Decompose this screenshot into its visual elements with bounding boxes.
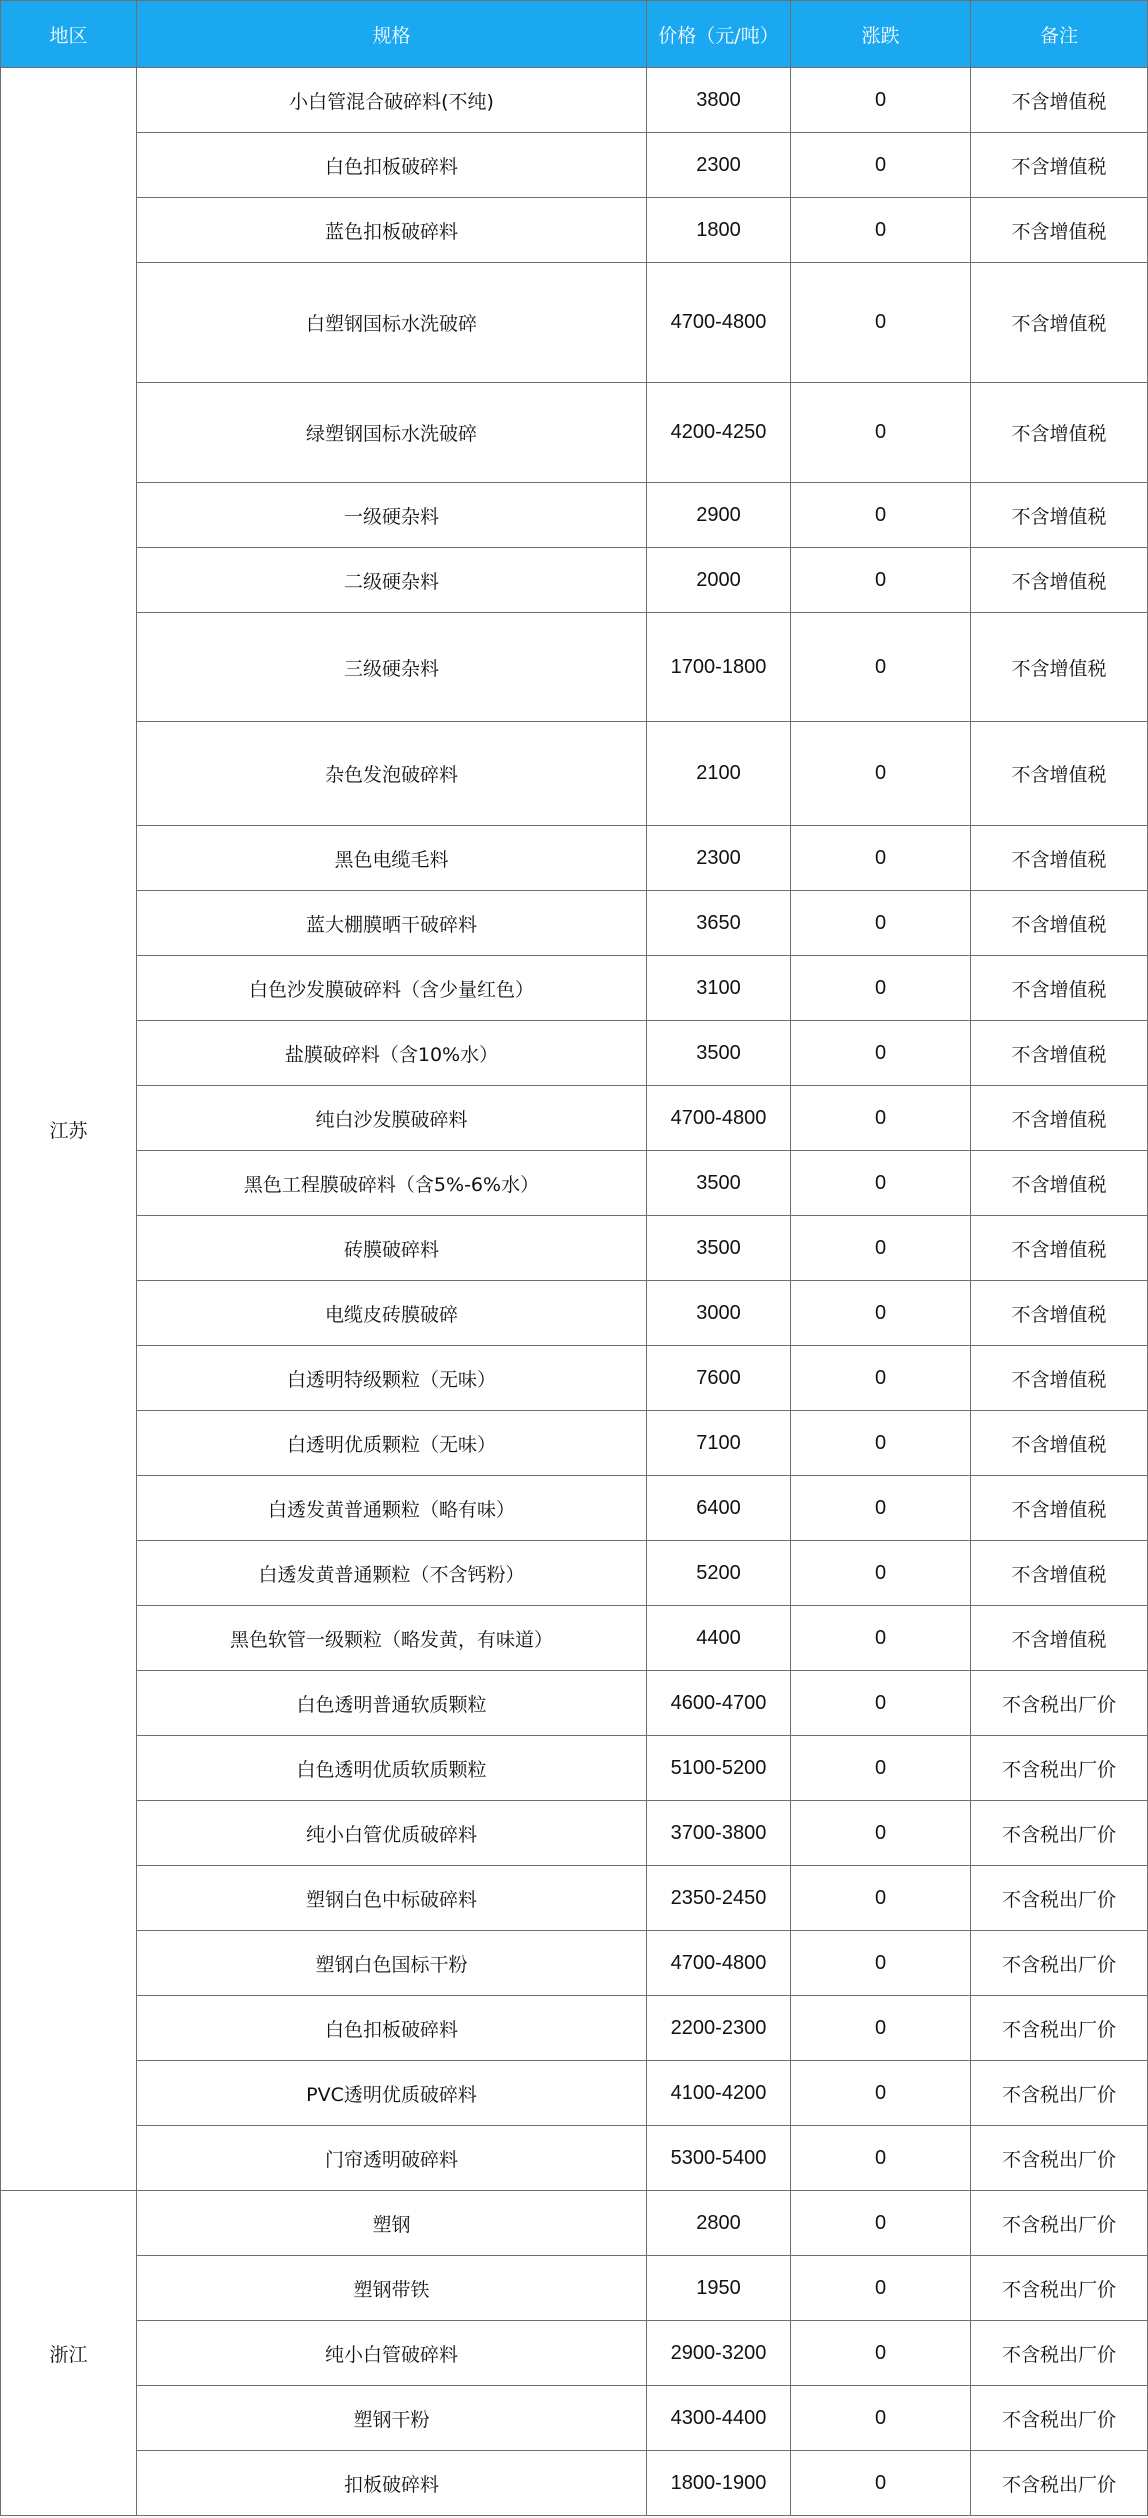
price-cell: 5300-5400	[647, 2126, 791, 2191]
table-row	[1, 1996, 1148, 2061]
table-body	[1, 68, 1148, 2516]
table-row	[1, 2256, 1148, 2321]
table-row	[1, 2061, 1148, 2126]
change-cell: 0	[791, 133, 971, 198]
change-cell: 0	[791, 1736, 971, 1801]
price-cell: 7600	[647, 1346, 791, 1411]
price-cell: 4400	[647, 1606, 791, 1671]
table-row	[1, 1801, 1148, 1866]
spec-cell: 塑钢干粉	[137, 2386, 647, 2451]
change-cell: 0	[791, 2451, 971, 2516]
note-cell: 不含税出厂价	[971, 2386, 1148, 2451]
table-row	[1, 2451, 1148, 2516]
change-cell: 0	[791, 1931, 971, 1996]
note-cell: 不含税出厂价	[971, 1866, 1148, 1931]
note-cell: 不含税出厂价	[971, 2321, 1148, 2386]
spec-cell: 塑钢白色国标干粉	[137, 1931, 647, 1996]
header-spec: 规格	[137, 1, 647, 68]
table-row	[1, 1216, 1148, 1281]
change-cell: 0	[791, 2321, 971, 2386]
spec-cell: 砖膜破碎料	[137, 1216, 647, 1281]
table-row	[1, 198, 1148, 263]
region-cell: 浙江	[1, 2191, 137, 2516]
price-cell: 7100	[647, 1411, 791, 1476]
price-cell: 2900	[647, 483, 791, 548]
table-row	[1, 2191, 1148, 2256]
change-cell: 0	[791, 1281, 971, 1346]
table-row	[1, 1086, 1148, 1151]
price-cell: 2800	[647, 2191, 791, 2256]
change-cell: 0	[791, 1996, 971, 2061]
spec-cell: 白色透明普通软质颗粒	[137, 1671, 647, 1736]
spec-cell: 扣板破碎料	[137, 2451, 647, 2516]
table-row	[1, 1541, 1148, 1606]
spec-cell: 纯白沙发膜破碎料	[137, 1086, 647, 1151]
change-cell: 0	[791, 263, 971, 383]
note-cell: 不含增值税	[971, 1346, 1148, 1411]
price-cell: 1800-1900	[647, 2451, 791, 2516]
note-cell: 不含税出厂价	[971, 2061, 1148, 2126]
note-cell: 不含增值税	[971, 1606, 1148, 1671]
price-cell: 1950	[647, 2256, 791, 2321]
change-cell: 0	[791, 891, 971, 956]
header-row	[1, 1, 1148, 68]
price-cell: 3100	[647, 956, 791, 1021]
spec-cell: 二级硬杂料	[137, 548, 647, 613]
price-cell: 6400	[647, 1476, 791, 1541]
table-row	[1, 613, 1148, 722]
change-cell: 0	[791, 383, 971, 483]
table-row	[1, 2386, 1148, 2451]
price-cell: 4700-4800	[647, 263, 791, 383]
price-cell: 2000	[647, 548, 791, 613]
note-cell: 不含税出厂价	[971, 2126, 1148, 2191]
price-cell: 2200-2300	[647, 1996, 791, 2061]
spec-cell: 绿塑钢国标水洗破碎	[137, 383, 647, 483]
note-cell: 不含增值税	[971, 1281, 1148, 1346]
change-cell: 0	[791, 1671, 971, 1736]
spec-cell: 白塑钢国标水洗破碎	[137, 263, 647, 383]
note-cell: 不含增值税	[971, 198, 1148, 263]
table-row	[1, 1866, 1148, 1931]
price-cell: 4200-4250	[647, 383, 791, 483]
table-row	[1, 1021, 1148, 1086]
spec-cell: 塑钢带铁	[137, 2256, 647, 2321]
spec-cell: 白透发黄普通颗粒（略有味）	[137, 1476, 647, 1541]
spec-cell: 白透明特级颗粒（无味）	[137, 1346, 647, 1411]
table-row	[1, 722, 1148, 826]
note-cell: 不含增值税	[971, 1476, 1148, 1541]
spec-cell: 纯小白管优质破碎料	[137, 1801, 647, 1866]
price-cell: 3650	[647, 891, 791, 956]
spec-cell: 白色扣板破碎料	[137, 133, 647, 198]
change-cell: 0	[791, 956, 971, 1021]
change-cell: 0	[791, 1411, 971, 1476]
change-cell: 0	[791, 1346, 971, 1411]
spec-cell: PVC透明优质破碎料	[137, 2061, 647, 2126]
change-cell: 0	[791, 1866, 971, 1931]
header-note: 备注	[971, 1, 1148, 68]
spec-cell: 黑色软管一级颗粒（略发黄，有味道）	[137, 1606, 647, 1671]
change-cell: 0	[791, 68, 971, 133]
note-cell: 不含增值税	[971, 956, 1148, 1021]
spec-cell: 杂色发泡破碎料	[137, 722, 647, 826]
spec-cell: 三级硬杂料	[137, 613, 647, 722]
spec-cell: 电缆皮砖膜破碎	[137, 1281, 647, 1346]
table-row	[1, 1411, 1148, 1476]
spec-cell: 白透发黄普通颗粒（不含钙粉）	[137, 1541, 647, 1606]
table-row	[1, 1736, 1148, 1801]
note-cell: 不含增值税	[971, 68, 1148, 133]
price-cell: 2900-3200	[647, 2321, 791, 2386]
note-cell: 不含增值税	[971, 613, 1148, 722]
change-cell: 0	[791, 1086, 971, 1151]
note-cell: 不含增值税	[971, 1541, 1148, 1606]
change-cell: 0	[791, 1606, 971, 1671]
region-cell: 江苏	[1, 68, 137, 2191]
change-cell: 0	[791, 1801, 971, 1866]
change-cell: 0	[791, 2191, 971, 2256]
change-cell: 0	[791, 1216, 971, 1281]
spec-cell: 白色扣板破碎料	[137, 1996, 647, 2061]
change-cell: 0	[791, 483, 971, 548]
table-row	[1, 1281, 1148, 1346]
table-row	[1, 383, 1148, 483]
note-cell: 不含税出厂价	[971, 1671, 1148, 1736]
price-cell: 4700-4800	[647, 1931, 791, 1996]
change-cell: 0	[791, 2256, 971, 2321]
note-cell: 不含增值税	[971, 383, 1148, 483]
table-row	[1, 2321, 1148, 2386]
price-cell: 4100-4200	[647, 2061, 791, 2126]
table-row	[1, 263, 1148, 383]
price-cell: 3800	[647, 68, 791, 133]
note-cell: 不含增值税	[971, 826, 1148, 891]
header-change: 涨跌	[791, 1, 971, 68]
spec-cell: 白透明优质颗粒（无味）	[137, 1411, 647, 1476]
price-cell: 3500	[647, 1021, 791, 1086]
price-cell: 4300-4400	[647, 2386, 791, 2451]
table-row	[1, 891, 1148, 956]
table-row	[1, 826, 1148, 891]
spec-cell: 一级硬杂料	[137, 483, 647, 548]
table-row	[1, 1346, 1148, 1411]
change-cell: 0	[791, 2126, 971, 2191]
note-cell: 不含增值税	[971, 722, 1148, 826]
spec-cell: 塑钢白色中标破碎料	[137, 1866, 647, 1931]
table-header	[1, 1, 1148, 68]
price-cell: 3000	[647, 1281, 791, 1346]
note-cell: 不含税出厂价	[971, 1736, 1148, 1801]
note-cell: 不含增值税	[971, 263, 1148, 383]
spec-cell: 蓝色扣板破碎料	[137, 198, 647, 263]
table-row	[1, 1606, 1148, 1671]
note-cell: 不含税出厂价	[971, 2451, 1148, 2516]
change-cell: 0	[791, 1021, 971, 1086]
change-cell: 0	[791, 722, 971, 826]
change-cell: 0	[791, 2386, 971, 2451]
note-cell: 不含增值税	[971, 891, 1148, 956]
note-cell: 不含增值税	[971, 1021, 1148, 1086]
change-cell: 0	[791, 613, 971, 722]
price-cell: 2350-2450	[647, 1866, 791, 1931]
change-cell: 0	[791, 2061, 971, 2126]
note-cell: 不含增值税	[971, 1216, 1148, 1281]
note-cell: 不含增值税	[971, 1151, 1148, 1216]
note-cell: 不含税出厂价	[971, 1931, 1148, 1996]
table-row	[1, 2126, 1148, 2191]
note-cell: 不含税出厂价	[971, 1996, 1148, 2061]
spec-cell: 盐膜破碎料（含10%水）	[137, 1021, 647, 1086]
price-cell: 2300	[647, 826, 791, 891]
spec-cell: 门帘透明破碎料	[137, 2126, 647, 2191]
table-row	[1, 133, 1148, 198]
price-cell: 3500	[647, 1151, 791, 1216]
spec-cell: 白色透明优质软质颗粒	[137, 1736, 647, 1801]
price-cell: 4600-4700	[647, 1671, 791, 1736]
spec-cell: 黑色电缆毛料	[137, 826, 647, 891]
spec-cell: 蓝大棚膜晒干破碎料	[137, 891, 647, 956]
header-price: 价格（元/吨）	[647, 1, 791, 68]
table-row	[1, 1671, 1148, 1736]
price-cell: 2300	[647, 133, 791, 198]
table-row	[1, 956, 1148, 1021]
spec-cell: 纯小白管破碎料	[137, 2321, 647, 2386]
price-cell: 5200	[647, 1541, 791, 1606]
table-row	[1, 1151, 1148, 1216]
note-cell: 不含增值税	[971, 133, 1148, 198]
price-cell: 4700-4800	[647, 1086, 791, 1151]
spec-cell: 塑钢	[137, 2191, 647, 2256]
spec-cell: 黑色工程膜破碎料（含5%-6%水）	[137, 1151, 647, 1216]
note-cell: 不含增值税	[971, 548, 1148, 613]
price-cell: 5100-5200	[647, 1736, 791, 1801]
change-cell: 0	[791, 1541, 971, 1606]
spec-cell: 白色沙发膜破碎料（含少量红色）	[137, 956, 647, 1021]
price-cell: 3700-3800	[647, 1801, 791, 1866]
price-cell: 1800	[647, 198, 791, 263]
change-cell: 0	[791, 826, 971, 891]
change-cell: 0	[791, 1151, 971, 1216]
note-cell: 不含税出厂价	[971, 1801, 1148, 1866]
note-cell: 不含税出厂价	[971, 2256, 1148, 2321]
price-cell: 2100	[647, 722, 791, 826]
header-region: 地区	[1, 1, 137, 68]
note-cell: 不含税出厂价	[971, 2191, 1148, 2256]
change-cell: 0	[791, 198, 971, 263]
table-row	[1, 483, 1148, 548]
note-cell: 不含增值税	[971, 483, 1148, 548]
table-row	[1, 68, 1148, 133]
price-cell: 3500	[647, 1216, 791, 1281]
table-row	[1, 1931, 1148, 1996]
change-cell: 0	[791, 1476, 971, 1541]
price-cell: 1700-1800	[647, 613, 791, 722]
note-cell: 不含增值税	[971, 1411, 1148, 1476]
spec-cell: 小白管混合破碎料(不纯)	[137, 68, 647, 133]
table-row	[1, 1476, 1148, 1541]
table-row	[1, 548, 1148, 613]
note-cell: 不含增值税	[971, 1086, 1148, 1151]
change-cell: 0	[791, 548, 971, 613]
